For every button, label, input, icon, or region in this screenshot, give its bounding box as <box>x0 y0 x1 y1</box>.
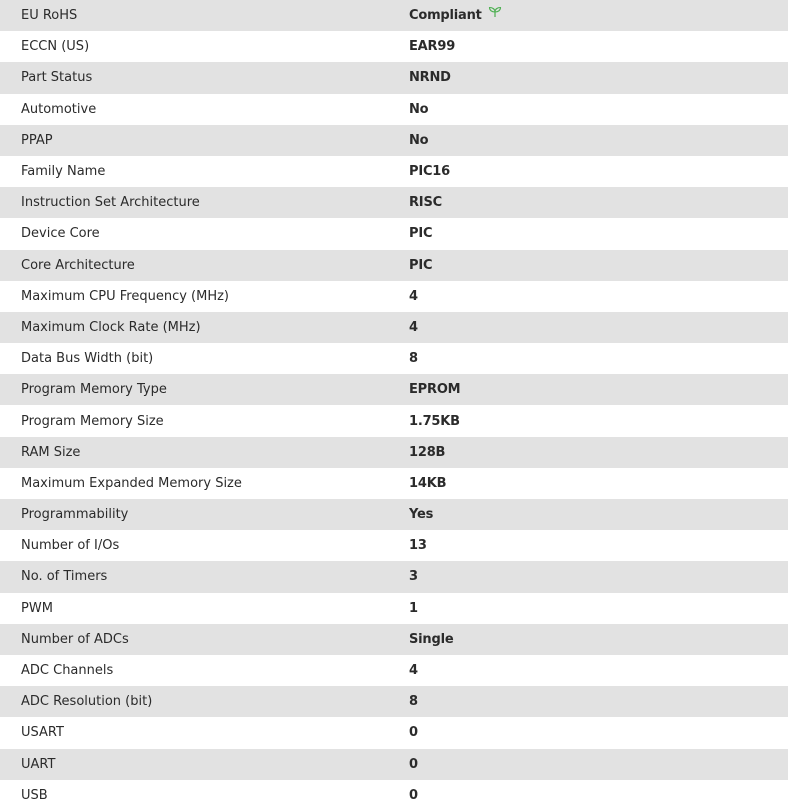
spec-value: PIC <box>409 257 433 273</box>
table-row <box>0 780 788 811</box>
table-row <box>0 312 788 343</box>
spec-value-cell <box>409 343 788 374</box>
spec-value: 0 <box>409 787 418 803</box>
spec-label: Maximum Clock Rate (MHz) <box>21 319 201 335</box>
spec-label: ADC Resolution (bit) <box>21 694 153 710</box>
table-row <box>0 624 788 655</box>
spec-value-cell <box>409 686 788 717</box>
table-row <box>0 281 788 312</box>
spec-value: 1.75KB <box>409 413 460 429</box>
table-row <box>0 250 788 281</box>
spec-value-cell <box>409 94 788 125</box>
spec-value-cell <box>409 374 788 405</box>
spec-label: Family Name <box>21 164 106 180</box>
spec-value: EAR99 <box>409 39 456 55</box>
spec-label: PPAP <box>21 132 53 148</box>
spec-label: USB <box>21 787 48 803</box>
spec-value: RISC <box>409 195 442 211</box>
spec-value: 14KB <box>409 475 447 491</box>
spec-value-cell <box>409 281 788 312</box>
table-row <box>0 374 788 405</box>
spec-value-cell <box>409 780 788 811</box>
spec-value-cell <box>409 250 788 281</box>
spec-value: 4 <box>409 663 418 679</box>
table-row <box>0 717 788 748</box>
spec-label: Instruction Set Architecture <box>21 195 200 211</box>
table-row <box>0 655 788 686</box>
spec-label: Number of ADCs <box>21 631 129 647</box>
spec-value: 8 <box>409 694 418 710</box>
spec-label: Data Bus Width (bit) <box>21 351 154 367</box>
spec-value-cell <box>409 593 788 624</box>
spec-label: PWM <box>21 600 53 616</box>
spec-value-cell <box>409 405 788 436</box>
table-row <box>0 686 788 717</box>
spec-value-cell <box>409 499 788 530</box>
spec-label: Part Status <box>21 70 93 86</box>
spec-value-cell <box>409 749 788 780</box>
spec-label: USART <box>21 725 64 741</box>
table-row <box>0 749 788 780</box>
table-row <box>0 156 788 187</box>
spec-value-cell <box>409 156 788 187</box>
spec-label: ADC Channels <box>21 663 114 679</box>
spec-value: No <box>409 101 429 117</box>
spec-value-cell <box>409 530 788 561</box>
spec-value-cell <box>409 218 788 249</box>
table-row <box>0 593 788 624</box>
table-row <box>0 561 788 592</box>
spec-value: 4 <box>409 288 418 304</box>
spec-value: 13 <box>409 538 427 554</box>
spec-label: RAM Size <box>21 444 81 460</box>
table-row <box>0 468 788 499</box>
spec-label: Maximum Expanded Memory Size <box>21 475 242 491</box>
spec-label: ECCN (US) <box>21 39 90 55</box>
spec-label: Core Architecture <box>21 257 135 273</box>
spec-value-cell <box>409 624 788 655</box>
spec-value-cell <box>409 62 788 93</box>
spec-value-cell <box>409 187 788 218</box>
spec-value: PIC16 <box>409 164 450 180</box>
spec-value: Yes <box>409 507 434 523</box>
spec-value-cell <box>409 312 788 343</box>
spec-value: PIC <box>409 226 433 242</box>
spec-value: 0 <box>409 725 418 741</box>
spec-label: No. of Timers <box>21 569 108 585</box>
spec-value-cell <box>409 125 788 156</box>
spec-label: EU RoHS <box>21 8 78 24</box>
spec-value: EPROM <box>409 382 461 398</box>
spec-value-cell <box>409 468 788 499</box>
spec-value: 3 <box>409 569 418 585</box>
spec-value: 0 <box>409 756 418 772</box>
table-row <box>0 125 788 156</box>
spec-value-cell <box>409 561 788 592</box>
spec-value: NRND <box>409 70 451 86</box>
table-row <box>0 218 788 249</box>
table-row <box>0 343 788 374</box>
table-row <box>0 499 788 530</box>
spec-label: Program Memory Size <box>21 413 164 429</box>
spec-value: 8 <box>409 351 418 367</box>
spec-value-cell <box>409 717 788 748</box>
spec-value: 1 <box>409 600 418 616</box>
spec-value: Single <box>409 631 454 647</box>
spec-value: 128B <box>409 444 446 460</box>
spec-value-cell <box>409 437 788 468</box>
table-row <box>0 62 788 93</box>
table-row <box>0 405 788 436</box>
spec-value-cell <box>409 31 788 62</box>
spec-label: UART <box>21 756 56 772</box>
spec-value-cell <box>409 0 788 31</box>
table-row <box>0 31 788 62</box>
table-row <box>0 530 788 561</box>
spec-label: Programmability <box>21 507 129 523</box>
spec-label: Device Core <box>21 226 100 242</box>
spec-value: Compliant <box>409 8 482 24</box>
spec-label: Program Memory Type <box>21 382 167 398</box>
leaf-icon <box>488 6 502 22</box>
spec-label: Maximum CPU Frequency (MHz) <box>21 288 229 304</box>
spec-label: Number of I/Os <box>21 538 120 554</box>
spec-value: 4 <box>409 319 418 335</box>
spec-value: No <box>409 132 429 148</box>
table-row <box>0 94 788 125</box>
spec-value-cell <box>409 655 788 686</box>
table-row <box>0 0 788 31</box>
table-row <box>0 187 788 218</box>
spec-label: Automotive <box>21 101 97 117</box>
table-row <box>0 437 788 468</box>
